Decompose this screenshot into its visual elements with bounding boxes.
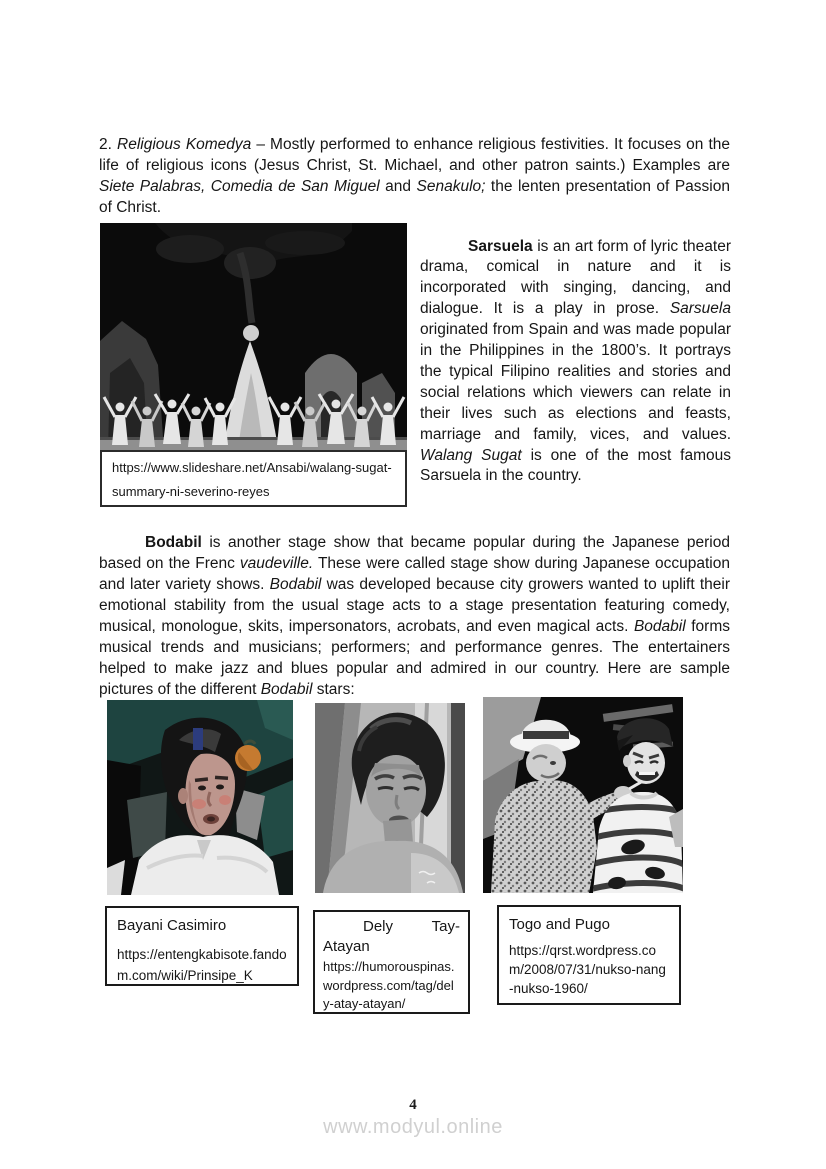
paragraph-bodabil (99, 532, 730, 700)
text-run-bold: Bodabil (145, 533, 202, 551)
star-caption-dely-tay-atayan (313, 910, 470, 1014)
text-run: the lenten presentation of Passion of Christ. (99, 177, 730, 216)
star-url: https://entengkabisote.fandom.com/wiki/Prinsipe_K (117, 947, 287, 983)
star-caption-togo-and-pugo (497, 905, 681, 1005)
text-run-italic: Siete Palabras, Comedia de San Miguel (99, 177, 380, 195)
star-url: https://qrst.wordpress.com/2008/07/31/nukso-nang-nukso-1960/ (509, 943, 666, 996)
page-number: 4 (409, 1097, 417, 1113)
text-run-italic: vaudeville. (239, 554, 314, 572)
star-caption-bayani-casimiro (105, 906, 299, 986)
text-run: These were called stage show during Japanese occupation and later variety shows. (99, 554, 730, 593)
text-run: is another stage show that became popular during the Japanese period based on the Frenc (99, 533, 730, 572)
figure-caption: https://www.slideshare.net/Ansabi/walang-sugat-summary-ni-severino-reyes (100, 450, 407, 507)
text-run: stars: (312, 680, 355, 698)
watermark: www.modyul.online (323, 1116, 503, 1138)
text-run: is one of the most famous Sarsuela in the country. (420, 446, 731, 485)
text-run: was developed because city growers wanted to uplift their emotional stability from the usual stage acts to a stage presentation featuring comedy, musical, monologue, skits, impersonators, acrobats, and even magical acts. (99, 575, 730, 635)
text-run-italic: Bodabil (269, 575, 322, 593)
star-photo-bayani-casimiro (107, 700, 293, 895)
text-run-italic: Bodabil (260, 680, 313, 698)
text-run: – Mostly performed to enhance religious festivities. It focuses on the life of religious icons (Jesus Christ, St. Michael, and other patron saints.) Examples are (99, 135, 731, 174)
text-run-italic: Senakulo; (416, 177, 486, 195)
text-run: originated from Spain and was made popular in the Philippines in the 1800’s. It portrays the typical Filipino realities and stories and social relations which viewers can relate in their lives such as elections and feasts, marriage and family, vices, and values. (420, 321, 731, 443)
text-run: is an art form of lyric theater drama, comical in nature and it is incorporated with singing, dancing, and dialogue. It is a play in prose. (420, 237, 731, 318)
text-run: forms musical trends and musicians; performers; and performance genres. The entertainers helped to make jazz and blues popular and admired in our country. Here are sample pictures of the different (99, 617, 730, 698)
text-run-italic: Sarsuela (669, 300, 731, 318)
star-name: Togo and Pugo (509, 916, 610, 933)
text-run: and (379, 177, 417, 195)
star-photo-dely-tay-atayan (315, 703, 465, 893)
text-run: 2. (99, 135, 117, 153)
walang-sugat-figure (100, 223, 407, 506)
star-name: Bayani Casimiro (117, 917, 227, 934)
star-url: https://humorouspinas.wordpress.com/tag/dely-atay-atayan/ (323, 959, 455, 1011)
text-run-italic: Religious Komedya (117, 135, 252, 153)
star-name: Dely Tay-Atayan (323, 918, 460, 955)
text-run-italic: Walang Sugat (420, 446, 522, 464)
paragraph-religious-komedya (99, 134, 730, 218)
paragraph-sarsuela (420, 237, 731, 488)
text-run-bold: Sarsuela (468, 237, 533, 255)
star-photo-togo-and-pugo (483, 697, 683, 893)
text-run-italic: Bodabil (633, 617, 686, 635)
